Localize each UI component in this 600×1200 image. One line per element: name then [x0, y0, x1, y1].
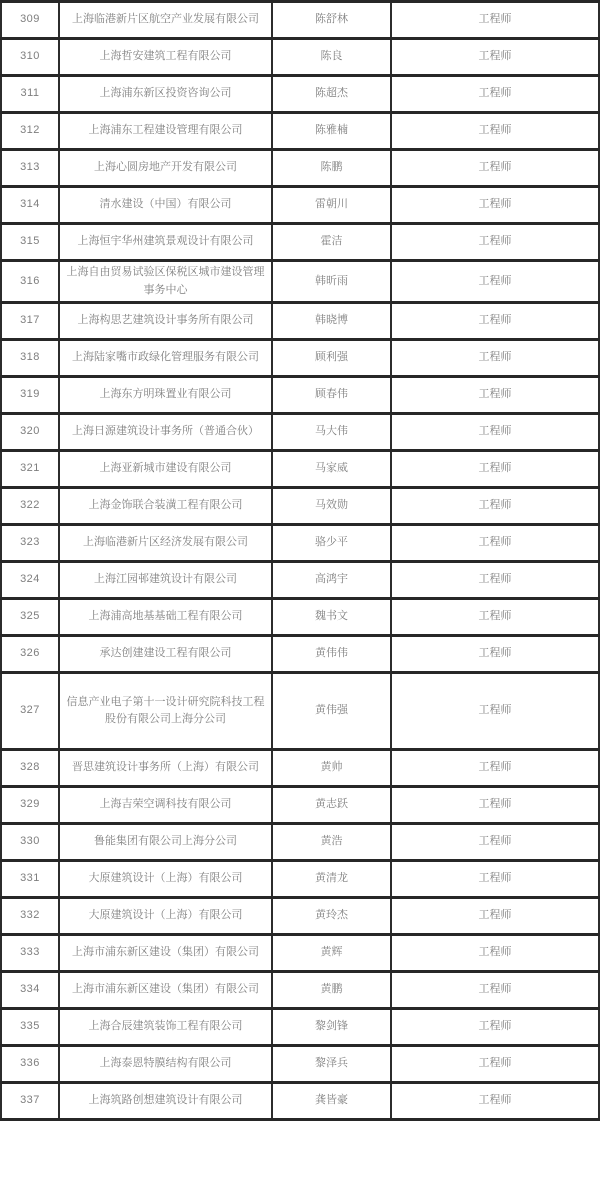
company-name-cell: 上海浦高地基基础工程有限公司 [59, 599, 272, 636]
job-title-cell: 工程师 [391, 488, 599, 525]
job-title-cell: 工程师 [391, 2, 599, 39]
table-row [1, 1009, 599, 1046]
row-number-cell: 329 [1, 787, 59, 824]
row-number-cell: 326 [1, 636, 59, 673]
person-name-cell: 黄浩 [272, 824, 391, 861]
person-name-cell: 龚皆豪 [272, 1083, 391, 1120]
row-number-cell: 330 [1, 824, 59, 861]
person-name-cell: 顾春伟 [272, 377, 391, 414]
row-number-cell: 320 [1, 414, 59, 451]
company-name-cell: 上海临港新片区经济发展有限公司 [59, 525, 272, 562]
job-title-cell: 工程师 [391, 150, 599, 187]
registry-table-body [1, 2, 599, 1120]
table-row [1, 861, 599, 898]
person-name-cell: 韩晓博 [272, 303, 391, 340]
company-name-cell: 上海市浦东新区建设（集团）有限公司 [59, 935, 272, 972]
row-number-cell: 313 [1, 150, 59, 187]
table-row [1, 562, 599, 599]
company-name-cell: 信息产业电子第十一设计研究院科技工程股份有限公司上海分公司 [59, 673, 272, 750]
row-number-cell: 331 [1, 861, 59, 898]
person-name-cell: 黎剑锋 [272, 1009, 391, 1046]
person-name-cell: 黄辉 [272, 935, 391, 972]
job-title-cell: 工程师 [391, 525, 599, 562]
row-number-cell: 323 [1, 525, 59, 562]
table-row [1, 750, 599, 787]
row-number-cell: 335 [1, 1009, 59, 1046]
table-row [1, 599, 599, 636]
table-row [1, 488, 599, 525]
row-number-cell: 336 [1, 1046, 59, 1083]
table-row [1, 76, 599, 113]
company-name-cell: 上海泰恩特膜结构有限公司 [59, 1046, 272, 1083]
person-name-cell: 黄伟强 [272, 673, 391, 750]
table-row [1, 224, 599, 261]
person-name-cell: 黄志跃 [272, 787, 391, 824]
row-number-cell: 309 [1, 2, 59, 39]
company-name-cell: 上海东方明珠置业有限公司 [59, 377, 272, 414]
row-number-cell: 328 [1, 750, 59, 787]
job-title-cell: 工程师 [391, 303, 599, 340]
job-title-cell: 工程师 [391, 377, 599, 414]
company-name-cell: 上海日源建筑设计事务所（普通合伙） [59, 414, 272, 451]
person-name-cell: 黄伟伟 [272, 636, 391, 673]
row-number-cell: 321 [1, 451, 59, 488]
job-title-cell: 工程师 [391, 636, 599, 673]
job-title-cell: 工程师 [391, 750, 599, 787]
company-name-cell: 上海临港新片区航空产业发展有限公司 [59, 2, 272, 39]
company-name-cell: 上海浦东工程建设管理有限公司 [59, 113, 272, 150]
company-name-cell: 晋思建筑设计事务所（上海）有限公司 [59, 750, 272, 787]
table-row [1, 303, 599, 340]
person-name-cell: 陈良 [272, 39, 391, 76]
person-name-cell: 黄清龙 [272, 861, 391, 898]
company-name-cell: 承达创建建设工程有限公司 [59, 636, 272, 673]
job-title-cell: 工程师 [391, 113, 599, 150]
row-number-cell: 312 [1, 113, 59, 150]
row-number-cell: 314 [1, 187, 59, 224]
job-title-cell: 工程师 [391, 673, 599, 750]
table-row [1, 1046, 599, 1083]
person-name-cell: 陈鹏 [272, 150, 391, 187]
person-name-cell: 马家威 [272, 451, 391, 488]
company-name-cell: 上海构思艺建筑设计事务所有限公司 [59, 303, 272, 340]
company-name-cell: 上海筑路创想建筑设计有限公司 [59, 1083, 272, 1120]
table-row [1, 451, 599, 488]
job-title-cell: 工程师 [391, 599, 599, 636]
row-number-cell: 334 [1, 972, 59, 1009]
row-number-cell: 325 [1, 599, 59, 636]
company-name-cell: 上海江园邨建筑设计有限公司 [59, 562, 272, 599]
company-name-cell: 上海哲安建筑工程有限公司 [59, 39, 272, 76]
job-title-cell: 工程师 [391, 340, 599, 377]
table-row [1, 935, 599, 972]
company-name-cell: 上海自由贸易试验区保税区城市建设管理事务中心 [59, 261, 272, 303]
row-number-cell: 318 [1, 340, 59, 377]
job-title-cell: 工程师 [391, 1046, 599, 1083]
table-row [1, 636, 599, 673]
person-name-cell: 顾利强 [272, 340, 391, 377]
company-name-cell: 上海心圆房地产开发有限公司 [59, 150, 272, 187]
table-row [1, 377, 599, 414]
person-name-cell: 黄鹏 [272, 972, 391, 1009]
row-number-cell: 311 [1, 76, 59, 113]
person-name-cell: 霍洁 [272, 224, 391, 261]
person-name-cell: 黄玲杰 [272, 898, 391, 935]
row-number-cell: 327 [1, 673, 59, 750]
company-name-cell: 上海金饰联合装潢工程有限公司 [59, 488, 272, 525]
row-number-cell: 316 [1, 261, 59, 303]
person-name-cell: 马大伟 [272, 414, 391, 451]
person-name-cell: 黄帅 [272, 750, 391, 787]
company-name-cell: 大原建筑设计（上海）有限公司 [59, 861, 272, 898]
company-name-cell: 上海恒宇华州建筑景观设计有限公司 [59, 224, 272, 261]
job-title-cell: 工程师 [391, 898, 599, 935]
company-name-cell: 上海吉荣空调科技有限公司 [59, 787, 272, 824]
job-title-cell: 工程师 [391, 1009, 599, 1046]
person-name-cell: 黎泽兵 [272, 1046, 391, 1083]
table-row [1, 187, 599, 224]
row-number-cell: 322 [1, 488, 59, 525]
table-row [1, 2, 599, 39]
job-title-cell: 工程师 [391, 224, 599, 261]
job-title-cell: 工程师 [391, 824, 599, 861]
company-name-cell: 大原建筑设计（上海）有限公司 [59, 898, 272, 935]
table-row [1, 525, 599, 562]
table-row [1, 898, 599, 935]
person-name-cell: 高鸿宇 [272, 562, 391, 599]
job-title-cell: 工程师 [391, 414, 599, 451]
table-row [1, 340, 599, 377]
person-name-cell: 雷朝川 [272, 187, 391, 224]
job-title-cell: 工程师 [391, 562, 599, 599]
row-number-cell: 319 [1, 377, 59, 414]
job-title-cell: 工程师 [391, 787, 599, 824]
company-name-cell: 清水建设（中国）有限公司 [59, 187, 272, 224]
row-number-cell: 310 [1, 39, 59, 76]
company-name-cell: 上海陆家嘴市政绿化管理服务有限公司 [59, 340, 272, 377]
company-name-cell: 上海市浦东新区建设（集团）有限公司 [59, 972, 272, 1009]
person-name-cell: 陈超杰 [272, 76, 391, 113]
row-number-cell: 315 [1, 224, 59, 261]
person-name-cell: 马效勋 [272, 488, 391, 525]
person-name-cell: 陈雅楠 [272, 113, 391, 150]
row-number-cell: 332 [1, 898, 59, 935]
job-title-cell: 工程师 [391, 451, 599, 488]
job-title-cell: 工程师 [391, 76, 599, 113]
row-number-cell: 317 [1, 303, 59, 340]
company-name-cell: 上海合辰建筑装饰工程有限公司 [59, 1009, 272, 1046]
table-row [1, 972, 599, 1009]
table-row [1, 673, 599, 750]
row-number-cell: 337 [1, 1083, 59, 1120]
company-name-cell: 上海浦东新区投资咨询公司 [59, 76, 272, 113]
table-row [1, 261, 599, 303]
person-name-cell: 陈舒林 [272, 2, 391, 39]
row-number-cell: 324 [1, 562, 59, 599]
person-name-cell: 魏书文 [272, 599, 391, 636]
row-number-cell: 333 [1, 935, 59, 972]
table-row [1, 150, 599, 187]
person-name-cell: 韩昕雨 [272, 261, 391, 303]
job-title-cell: 工程师 [391, 187, 599, 224]
table-row [1, 414, 599, 451]
job-title-cell: 工程师 [391, 39, 599, 76]
job-title-cell: 工程师 [391, 1083, 599, 1120]
job-title-cell: 工程师 [391, 261, 599, 303]
company-name-cell: 鲁能集团有限公司上海分公司 [59, 824, 272, 861]
job-title-cell: 工程师 [391, 935, 599, 972]
table-row [1, 39, 599, 76]
table-row [1, 787, 599, 824]
table-row [1, 824, 599, 861]
table-row [1, 1083, 599, 1120]
company-name-cell: 上海亚新城市建设有限公司 [59, 451, 272, 488]
job-title-cell: 工程师 [391, 861, 599, 898]
person-name-cell: 骆少平 [272, 525, 391, 562]
table-row [1, 113, 599, 150]
job-title-cell: 工程师 [391, 972, 599, 1009]
